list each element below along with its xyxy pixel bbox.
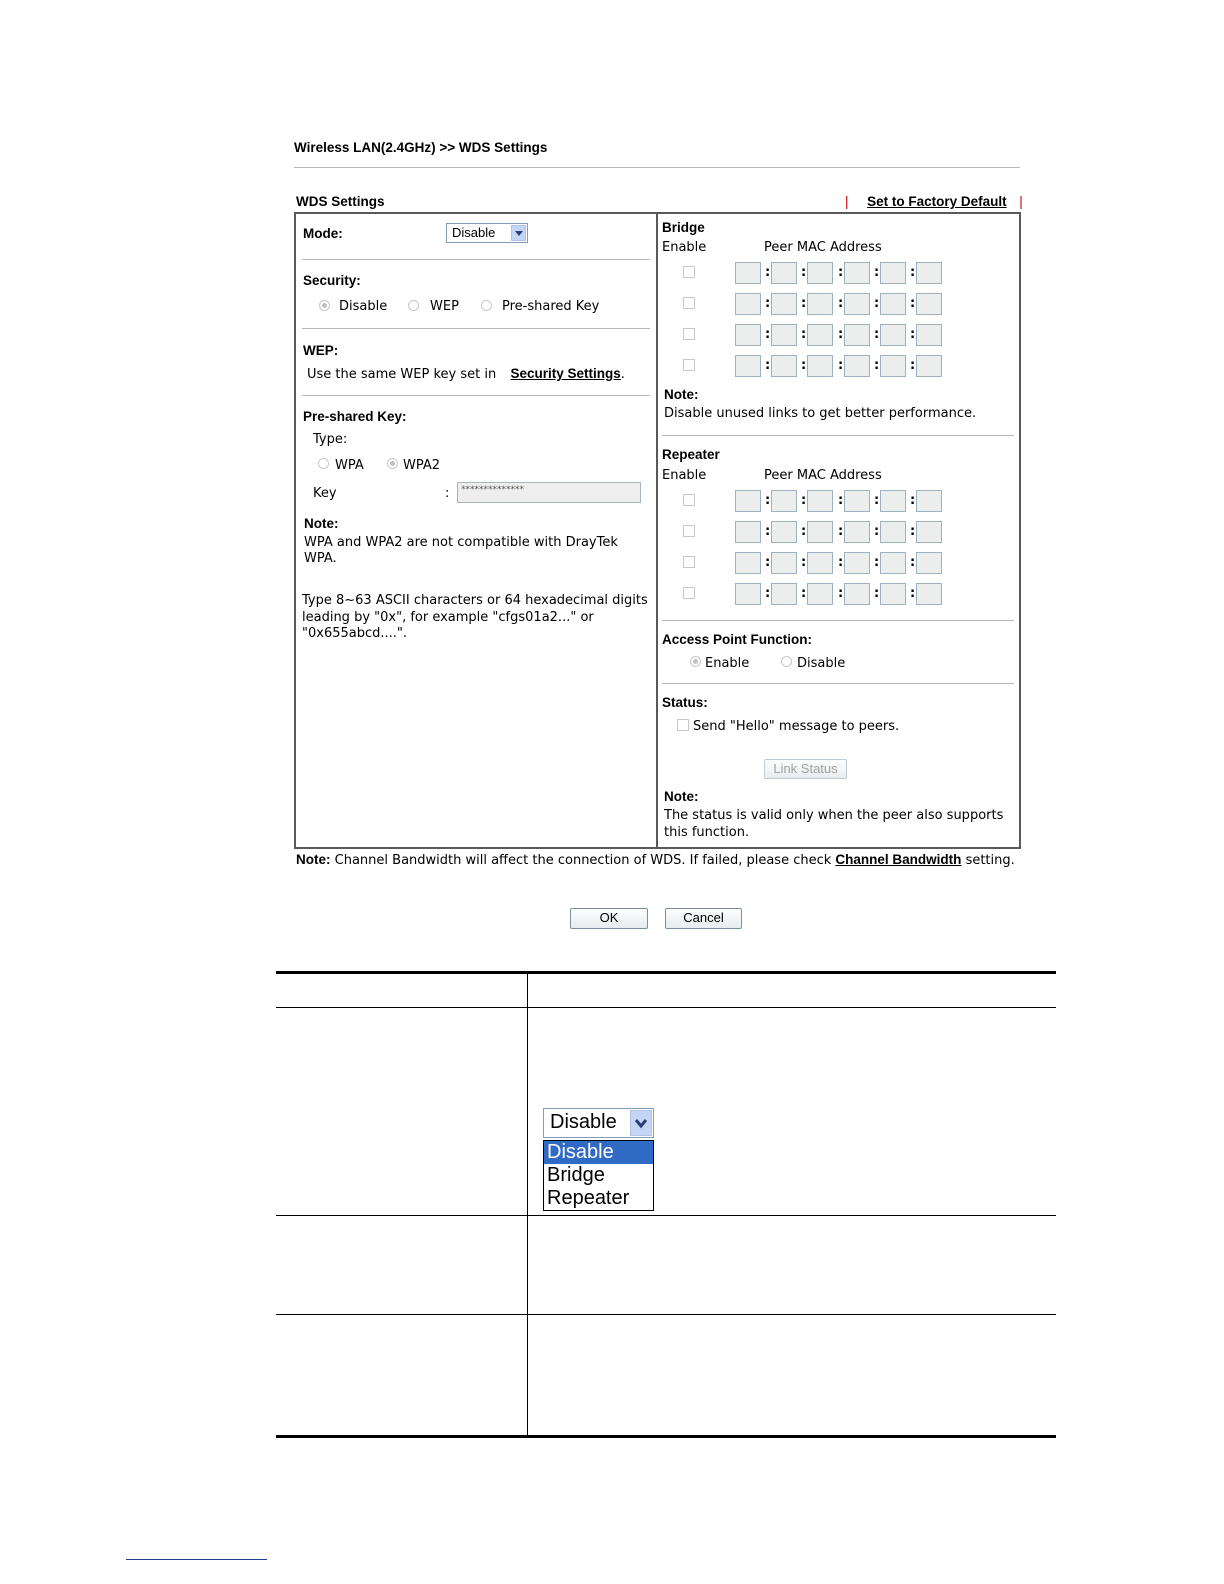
key-label: Key (313, 486, 337, 501)
mac-colon: : (765, 586, 771, 601)
bridge-mac-field[interactable] (771, 355, 797, 377)
bridge-mac-field[interactable] (916, 293, 942, 315)
mac-colon: : (801, 555, 807, 570)
mac-colon: : (765, 555, 771, 570)
divider (302, 259, 650, 260)
bridge-mac-field[interactable] (735, 293, 761, 315)
type-wpa2-radio[interactable] (387, 458, 398, 469)
type-wpa2-label: WPA2 (403, 458, 441, 473)
repeater-enable-checkbox-2[interactable] (683, 525, 695, 537)
bridge-mac-field[interactable] (735, 262, 761, 284)
bridge-mac-field[interactable] (807, 324, 833, 346)
repeater-enable-checkbox-4[interactable] (683, 587, 695, 599)
repeater-mac-field[interactable] (844, 552, 870, 574)
bottom-note-text-end: setting. (965, 853, 1015, 868)
divider (662, 435, 1014, 436)
note-label: Note: (304, 516, 339, 531)
mode-label: Mode: (303, 226, 343, 241)
mac-colon: : (910, 358, 916, 373)
bottom-note-text: Channel Bandwidth will affect the connection of WDS. If failed, please check (334, 853, 832, 868)
repeater-enable-checkbox-1[interactable] (683, 494, 695, 506)
mac-colon: : (910, 327, 916, 342)
bridge-mac-field[interactable] (771, 262, 797, 284)
bridge-note-label: Note: (664, 387, 699, 402)
repeater-mac-field[interactable] (916, 552, 942, 574)
ap-disable-label: Disable (797, 656, 846, 671)
mac-colon: : (765, 358, 771, 373)
status-label: Status: (662, 695, 708, 710)
repeater-mac-field[interactable] (844, 583, 870, 605)
repeater-mac-field[interactable] (807, 521, 833, 543)
send-hello-label: Send "Hello" message to peers. (693, 719, 900, 734)
repeater-mac-field[interactable] (916, 490, 942, 512)
mac-colon: : (874, 296, 880, 311)
link-status-button[interactable]: Link Status (764, 759, 847, 779)
table-row-border (276, 1215, 1056, 1216)
repeater-mac-field[interactable] (807, 583, 833, 605)
bottom-note (296, 851, 1016, 869)
breadcrumb-divider (294, 167, 1020, 168)
security-label: Security: (303, 273, 361, 288)
footnote-rule (126, 1559, 267, 1560)
mode-dropdown-example[interactable] (543, 1108, 654, 1138)
mac-colon: : (838, 296, 844, 311)
wep-text-row (307, 366, 625, 382)
security-wep-radio[interactable] (408, 300, 419, 311)
bridge-mac-field[interactable] (916, 355, 942, 377)
bridge-mac-field[interactable] (880, 293, 906, 315)
mac-colon: : (910, 586, 916, 601)
table-header-border (276, 1007, 1056, 1008)
mac-colon: : (910, 524, 916, 539)
chevron-down-icon (511, 225, 526, 241)
bridge-mac-field[interactable] (916, 324, 942, 346)
mac-colon: : (765, 493, 771, 508)
status-note-text: The status is valid only when the peer also supports this function. (664, 808, 1004, 840)
bridge-mac-field[interactable] (735, 355, 761, 377)
table-top-border (276, 971, 1056, 974)
bridge-enable-checkbox-1[interactable] (683, 266, 695, 278)
send-hello-checkbox[interactable] (677, 719, 689, 731)
mac-colon: : (801, 493, 807, 508)
mac-colon: : (910, 555, 916, 570)
table-row-border (276, 1314, 1056, 1315)
repeater-mac-field[interactable] (880, 490, 906, 512)
mac-colon: : (874, 493, 880, 508)
mac-colon: : (874, 358, 880, 373)
breadcrumb: Wireless LAN(2.4GHz) >> WDS Settings (294, 140, 548, 155)
repeater-mac-field[interactable] (880, 521, 906, 543)
repeater-peer-mac-label: Peer MAC Address (764, 468, 882, 483)
security-wep-label: WEP (430, 299, 459, 314)
repeater-mac-field[interactable] (807, 490, 833, 512)
ok-button[interactable]: OK (570, 908, 648, 929)
mode-dropdown-value: Disable (550, 1111, 617, 1133)
mac-colon: : (838, 586, 844, 601)
divider (302, 395, 650, 396)
mac-colon: : (874, 586, 880, 601)
mac-colon: : (838, 358, 844, 373)
bridge-mac-field[interactable] (844, 324, 870, 346)
mac-colon: : (765, 265, 771, 280)
wep-period: . (620, 367, 625, 382)
divider (662, 683, 1014, 684)
mac-colon: : (874, 524, 880, 539)
repeater-enable-label: Enable (662, 468, 707, 483)
bridge-enable-label: Enable (662, 240, 707, 255)
separator-right: | (1019, 194, 1023, 209)
mac-colon: : (838, 327, 844, 342)
set-factory-default-link[interactable]: Set to Factory Default (867, 194, 1007, 209)
mac-colon: : (838, 265, 844, 280)
bridge-mac-field[interactable] (771, 324, 797, 346)
cancel-button[interactable]: Cancel (665, 908, 742, 929)
mac-colon: : (801, 265, 807, 280)
mode-dropdown-list (543, 1140, 654, 1211)
mac-colon: : (838, 555, 844, 570)
panel-divider (656, 214, 658, 847)
security-psk-radio[interactable] (481, 300, 492, 311)
mac-colon: : (910, 296, 916, 311)
bridge-mac-field[interactable] (880, 262, 906, 284)
ap-disable-radio[interactable] (781, 656, 792, 667)
repeater-mac-field[interactable] (880, 552, 906, 574)
mac-colon: : (765, 524, 771, 539)
bridge-peer-mac-label: Peer MAC Address (764, 240, 882, 255)
repeater-mac-field[interactable] (916, 521, 942, 543)
bridge-label: Bridge (662, 220, 705, 235)
bridge-mac-field[interactable] (880, 355, 906, 377)
bridge-mac-field[interactable] (735, 324, 761, 346)
dropdown-option-disable[interactable]: Disable (544, 1141, 653, 1164)
bottom-note-label: Note: (296, 852, 331, 867)
key-colon: : (445, 486, 450, 501)
divider (662, 620, 1014, 621)
dropdown-option-repeater[interactable]: Repeater (547, 1187, 630, 1209)
status-note-label: Note: (664, 789, 699, 804)
psk-label: Pre-shared Key: (303, 409, 407, 424)
bridge-mac-field[interactable] (807, 293, 833, 315)
repeater-enable-checkbox-3[interactable] (683, 556, 695, 568)
repeater-mac-field[interactable] (735, 521, 761, 543)
note-text-compat: WPA and WPA2 are not compatible with DrayTek WPA. (304, 535, 618, 566)
mac-colon: : (874, 555, 880, 570)
mode-select[interactable] (446, 223, 528, 243)
note-text-key-format: Type 8~63 ASCII characters or 64 hexadecimal digits leading by "0x", for example "cfgs01a2..." or "0x655abcd....". (302, 593, 648, 641)
mac-colon: : (801, 358, 807, 373)
security-disable-radio[interactable] (319, 300, 330, 311)
table-bottom-border (276, 1435, 1056, 1438)
bridge-mac-field[interactable] (844, 262, 870, 284)
bridge-mac-field[interactable] (771, 293, 797, 315)
bridge-mac-field[interactable] (916, 262, 942, 284)
bridge-mac-field[interactable] (807, 262, 833, 284)
ap-enable-radio[interactable] (690, 656, 701, 667)
repeater-mac-field[interactable] (771, 583, 797, 605)
bridge-note-text: Disable unused links to get better performance. (664, 406, 977, 421)
type-wpa-radio[interactable] (318, 458, 329, 469)
repeater-mac-field[interactable] (844, 490, 870, 512)
wep-text: Use the same WEP key set in (307, 367, 497, 382)
mac-colon: : (838, 524, 844, 539)
repeater-mac-field[interactable] (735, 552, 761, 574)
bridge-mac-field[interactable] (844, 293, 870, 315)
repeater-mac-field[interactable] (880, 583, 906, 605)
separator-left: | (845, 194, 849, 209)
key-input[interactable]: ************** (457, 482, 641, 503)
ap-function-label: Access Point Function: (662, 632, 813, 647)
channel-bandwidth-link[interactable]: Channel Bandwidth (835, 852, 962, 867)
bridge-enable-checkbox-2[interactable] (683, 297, 695, 309)
wep-label: WEP: (303, 343, 339, 358)
security-psk-label: Pre-shared Key (502, 299, 600, 314)
mac-colon: : (838, 493, 844, 508)
mac-colon: : (801, 524, 807, 539)
repeater-mac-field[interactable] (807, 552, 833, 574)
bridge-mac-field[interactable] (880, 324, 906, 346)
chevron-down-icon-glyph (631, 1111, 651, 1135)
ap-enable-label: Enable (705, 656, 750, 671)
repeater-mac-field[interactable] (844, 521, 870, 543)
mac-colon: : (801, 327, 807, 342)
repeater-mac-field[interactable] (735, 583, 761, 605)
security-settings-link[interactable]: Security Settings (510, 366, 621, 381)
table-column-divider (527, 974, 528, 1436)
mac-colon: : (874, 327, 880, 342)
mac-colon: : (910, 493, 916, 508)
mac-colon: : (910, 265, 916, 280)
section-title: WDS Settings (296, 194, 385, 209)
mode-select-value: Disable (452, 225, 496, 240)
divider (302, 328, 650, 329)
bridge-mac-field[interactable] (807, 355, 833, 377)
bridge-enable-checkbox-3[interactable] (683, 328, 695, 340)
repeater-mac-field[interactable] (771, 490, 797, 512)
bridge-mac-field[interactable] (844, 355, 870, 377)
mac-colon: : (765, 327, 771, 342)
bridge-enable-checkbox-4[interactable] (683, 359, 695, 371)
chevron-down-icon (630, 1110, 652, 1136)
type-label: Type: (313, 432, 348, 447)
mac-colon: : (801, 586, 807, 601)
mac-colon: : (874, 265, 880, 280)
type-wpa-label: WPA (335, 458, 364, 473)
security-disable-label: Disable (339, 299, 388, 314)
mac-colon: : (765, 296, 771, 311)
factory-default-area (845, 194, 1023, 210)
repeater-mac-field[interactable] (771, 552, 797, 574)
repeater-label: Repeater (662, 447, 720, 462)
dropdown-option-bridge[interactable]: Bridge (547, 1164, 605, 1186)
repeater-mac-field[interactable] (771, 521, 797, 543)
repeater-mac-field[interactable] (916, 583, 942, 605)
mac-colon: : (801, 296, 807, 311)
repeater-mac-field[interactable] (735, 490, 761, 512)
